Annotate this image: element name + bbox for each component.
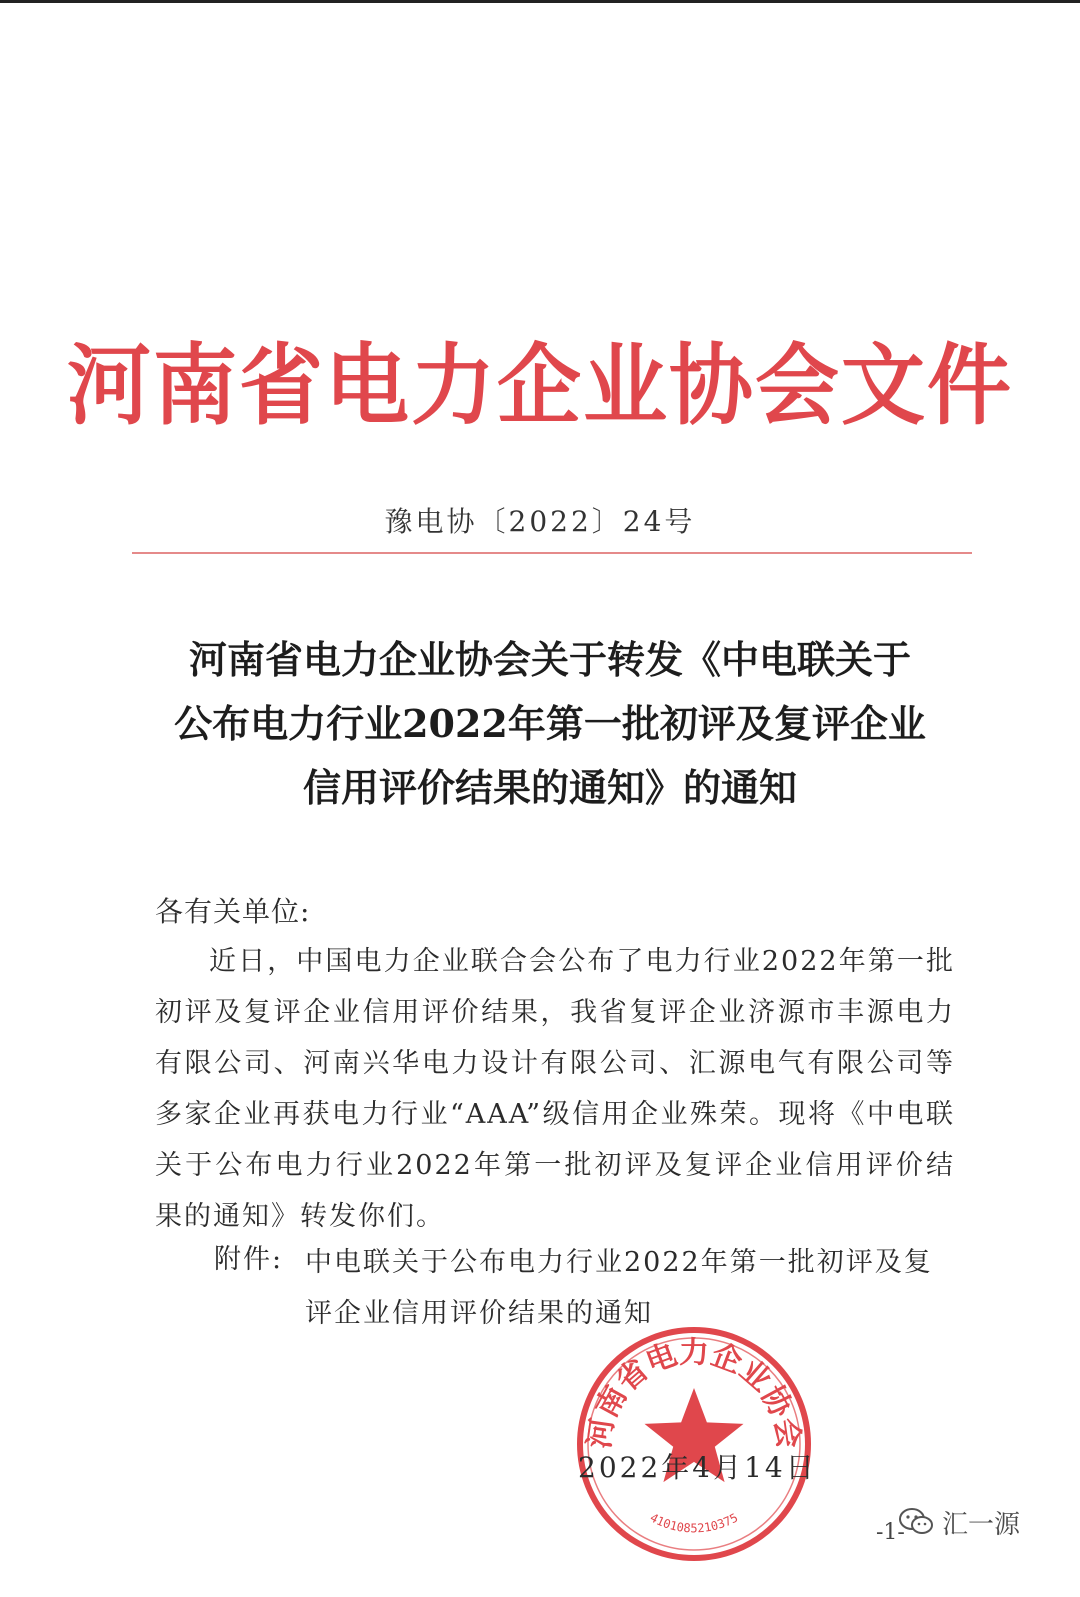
title-line: 河南省电力企业协会关于转发《中电联关于 <box>188 637 911 682</box>
wechat-watermark <box>898 1500 1020 1544</box>
attachment-label: 附件: <box>214 1244 284 1275</box>
document-masthead: 河南省电力企业协会文件 <box>66 332 1013 437</box>
page-number: -1- <box>876 1520 905 1545</box>
wechat-icon <box>898 1507 934 1537</box>
red-divider-line <box>132 552 972 554</box>
body-paragraph: 近日，中国电力企业联合会公布了电力行业2022年第一批初评及复评企业信用评价结果，我省复评企业济源市丰源电力有限公司、河南兴华电力设计有限公司、汇源电气有限公司等多家企业再获电力行业“AAA”级信用企业殊荣。现将《中电联关于公布电力行业2022年第一批初评及复评企业信用评价结果的通知》转发你们。 <box>155 946 955 1232</box>
official-seal <box>572 1322 816 1566</box>
watermark-text: 汇一源 <box>942 1509 1021 1540</box>
seal-code: 4101085210375 <box>647 1510 741 1536</box>
title-line: 信用评价结果的通知》的通知 <box>302 765 797 810</box>
top-border <box>0 0 1080 3</box>
seal-text: 河南省电力企业协会 <box>581 1335 807 1451</box>
document-title <box>150 628 950 820</box>
issue-date: 2022年4月14日 <box>578 1451 817 1484</box>
title-line: 公布电力行业2022年第一批初评及复评企业 <box>174 701 926 746</box>
salutation: 各有关单位: <box>155 895 311 928</box>
document-number: 豫电协〔2022〕24号 <box>384 505 696 538</box>
attachment-text: 中电联关于公布电力行业2022年第一批初评及复评企业信用评价结果的通知 <box>305 1247 933 1329</box>
